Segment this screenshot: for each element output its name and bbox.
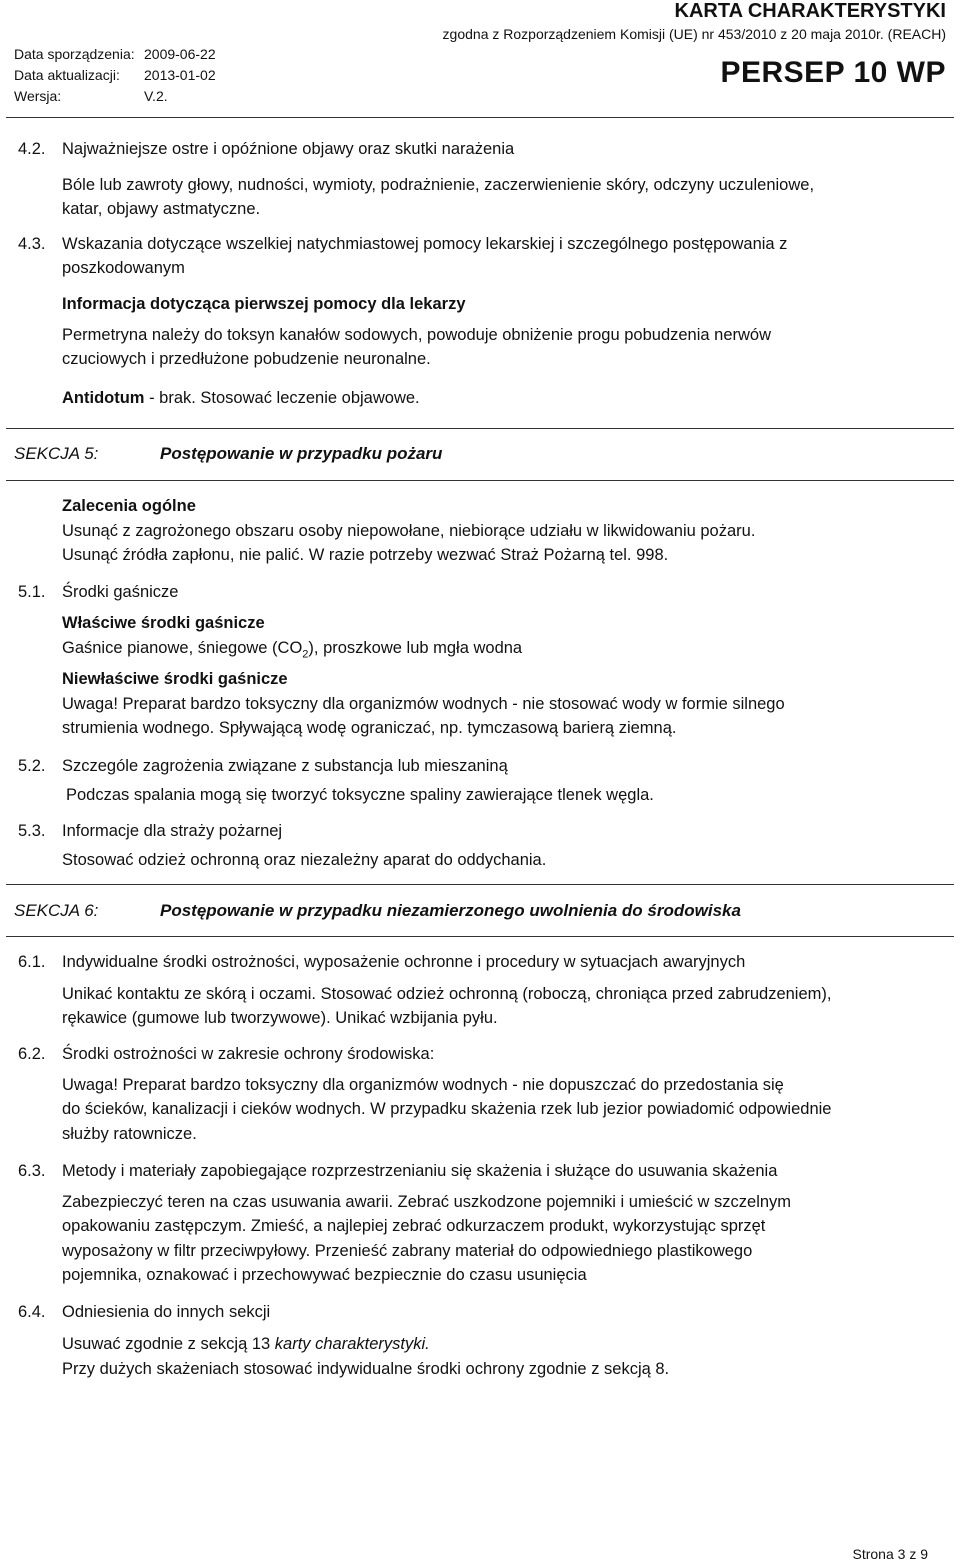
version: V.2. [144, 88, 168, 104]
s6-4-line2: Przy dużych skażeniach stosować indywidualne środki ochrony zgodnie z sekcją 8. [62, 1360, 670, 1378]
s5-1-title: Środki gaśnicze [62, 583, 179, 601]
proper-text-a: Gaśnice pianowe, śniegowe (CO [62, 639, 303, 657]
s5-1-proper-head: Właściwe środki gaśnicze [62, 614, 265, 632]
s6-2-line2: do ścieków, kanalizacji i cieków wodnych. W przypadku skażenia rzek lub jezior powiadomić odpowiednie [62, 1100, 832, 1118]
sec6-top-divider [6, 884, 954, 885]
s4-3-subhead: Informacja dotycząca pierwszej pomocy dla lekarzy [62, 295, 466, 313]
page-number: Strona 3 z 9 [852, 1546, 928, 1562]
s5-3-number: 5.3. [18, 822, 46, 840]
s4-2-number: 4.2. [18, 140, 46, 158]
s6-3-line4: pojemnika, oznakować i przechowywać bezpiecznie do czasu usunięcia [62, 1266, 587, 1284]
s5-1-number: 5.1. [18, 583, 46, 601]
s5-3-title: Informacje dla straży pożarnej [62, 822, 283, 840]
sec5-label: SEKCJA 5: [14, 444, 99, 463]
header-divider [6, 117, 954, 118]
proper-text-b: ), proszkowe lub mgła wodna [308, 639, 523, 657]
s6-3-line1: Zabezpieczyć teren na czas usuwania awarii. Zebrać uszkodzone pojemniki i umieścić w szczelnym [62, 1193, 792, 1211]
s5-1-improper1: Uwaga! Preparat bardzo toksyczny dla organizmów wodnych - nie stosować wody w formie silnego [62, 695, 785, 713]
document-meta [14, 44, 216, 107]
sec5-bottom-divider [6, 480, 954, 481]
s5-1-proper-text [62, 636, 522, 666]
doc-title: KARTA CHARAKTERYSTYKI [674, 0, 946, 22]
s6-2-title: Środki ostrożności w zakresie ochrony środowiska: [62, 1045, 435, 1063]
s4-2-line2: katar, objawy astmatyczne. [62, 200, 261, 218]
date-created-label: Data sporządzenia: [14, 46, 135, 62]
s6-4-line1-a: Usuwać zgodnie z sekcją 13 [62, 1335, 275, 1353]
s5-1-improper2: strumienia wodnego. Spływającą wodę ograniczać, np. tymczasową barierą ziemną. [62, 719, 677, 737]
s6-4-line1 [62, 1332, 430, 1356]
sec5-general2: Usunąć źródła zapłonu, nie palić. W razie potrzeby wezwać Straż Pożarną tel. 998. [62, 546, 669, 564]
product-name: PERSEP 10 WP [720, 56, 946, 89]
s6-2-line3: służby ratownicze. [62, 1125, 197, 1143]
s5-1-improper-head: Niewłaściwe środki gaśnicze [62, 670, 288, 688]
s6-2-number: 6.2. [18, 1045, 46, 1063]
sec6-title: Postępowanie w przypadku niezamierzonego uwolnienia do środowiska [160, 901, 741, 920]
sec6-bottom-divider [6, 936, 954, 937]
s4-3-line2: czuciowych i przedłużone pobudzenie neuronalne. [62, 350, 431, 368]
sec5-title: Postępowanie w przypadku pożaru [160, 444, 443, 463]
s6-1-line2: rękawice (gumowe lub tworzywowe). Unikać wzbijania pyłu. [62, 1009, 498, 1027]
s6-4-line1-b: karty charakterystyki. [274, 1335, 430, 1353]
sec5-top-divider [6, 428, 954, 429]
s6-4-title: Odniesienia do innych sekcji [62, 1303, 271, 1321]
s5-2-number: 5.2. [18, 757, 46, 775]
date-updated: 2013-01-02 [144, 67, 216, 83]
s6-3-line3: wyposażony w filtr przeciwpyłowy. Przenieść zabrany materiał do odpowiedniego plastikowego [62, 1242, 753, 1260]
s4-3-antidote [62, 386, 420, 410]
date-updated-label: Data aktualizacji: [14, 67, 120, 83]
s6-4-number: 6.4. [18, 1303, 46, 1321]
s5-3-text: Stosować odzież ochronną oraz niezależny aparat do oddychania. [62, 851, 547, 869]
version-label: Wersja: [14, 88, 62, 104]
s5-2-title: Szczególe zagrożenia związane z substancja lub mieszaniną [62, 757, 508, 775]
s6-1-title: Indywidualne środki ostrożności, wyposażenie ochronne i procedury w sytuacjach awaryjnych [62, 953, 746, 971]
s6-1-number: 6.1. [18, 953, 46, 971]
antidote-label: Antidotum [62, 389, 145, 407]
regulation: zgodna z Rozporządzeniem Komisji (UE) nr 453/2010 z 20 maja 2010r. (REACH) [442, 26, 946, 42]
s4-2-title: Najważniejsze ostre i opóźnione objawy oraz skutki narażenia [62, 140, 515, 158]
s6-3-number: 6.3. [18, 1162, 46, 1180]
s4-3-title2: poszkodowanym [62, 259, 185, 277]
s6-3-line2: opakowaniu zastępczym. Zmieść, a najlepiej zebrać odkurzaczem produkt, wykorzystując sprzęt [62, 1217, 766, 1235]
sec6-label: SEKCJA 6: [14, 901, 99, 920]
s4-2-line1: Bóle lub zawroty głowy, nudności, wymioty, podrażnienie, zaczerwienienie skóry, odczyny uczuleniowe, [62, 176, 815, 194]
s4-3-title1: Wskazania dotyczące wszelkiej natychmiastowej pomocy lekarskiej i szczególnego postępowania z [62, 235, 788, 253]
sec5-general-head: Zalecenia ogólne [62, 497, 196, 515]
antidote-text: - brak. Stosować leczenie objawowe. [144, 389, 420, 407]
sec5-general1: Usunąć z zagrożonego obszaru osoby niepowołane, niebiorące udziału w likwidowaniu pożaru. [62, 522, 756, 540]
co2-subscript: 2 [302, 648, 309, 661]
s5-2-text: Podczas spalania mogą się tworzyć toksyczne spaliny zawierające tlenek węgla. [66, 786, 654, 804]
s4-3-line1: Permetryna należy do toksyn kanałów sodowych, powoduje obniżenie progu pobudzenia nerwów [62, 326, 772, 344]
s6-2-line1: Uwaga! Preparat bardzo toksyczny dla organizmów wodnych - nie dopuszczać do przedostania się [62, 1076, 784, 1094]
date-created: 2009-06-22 [144, 46, 216, 62]
s4-3-number: 4.3. [18, 235, 46, 253]
s6-3-title: Metody i materiały zapobiegające rozprzestrzenianiu się skażenia i służące do usuwania skażenia [62, 1162, 778, 1180]
s6-1-line1: Unikać kontaktu ze skórą i oczami. Stosować odzież ochronną (roboczą, chroniąca przed zabrudzeniem), [62, 985, 832, 1003]
